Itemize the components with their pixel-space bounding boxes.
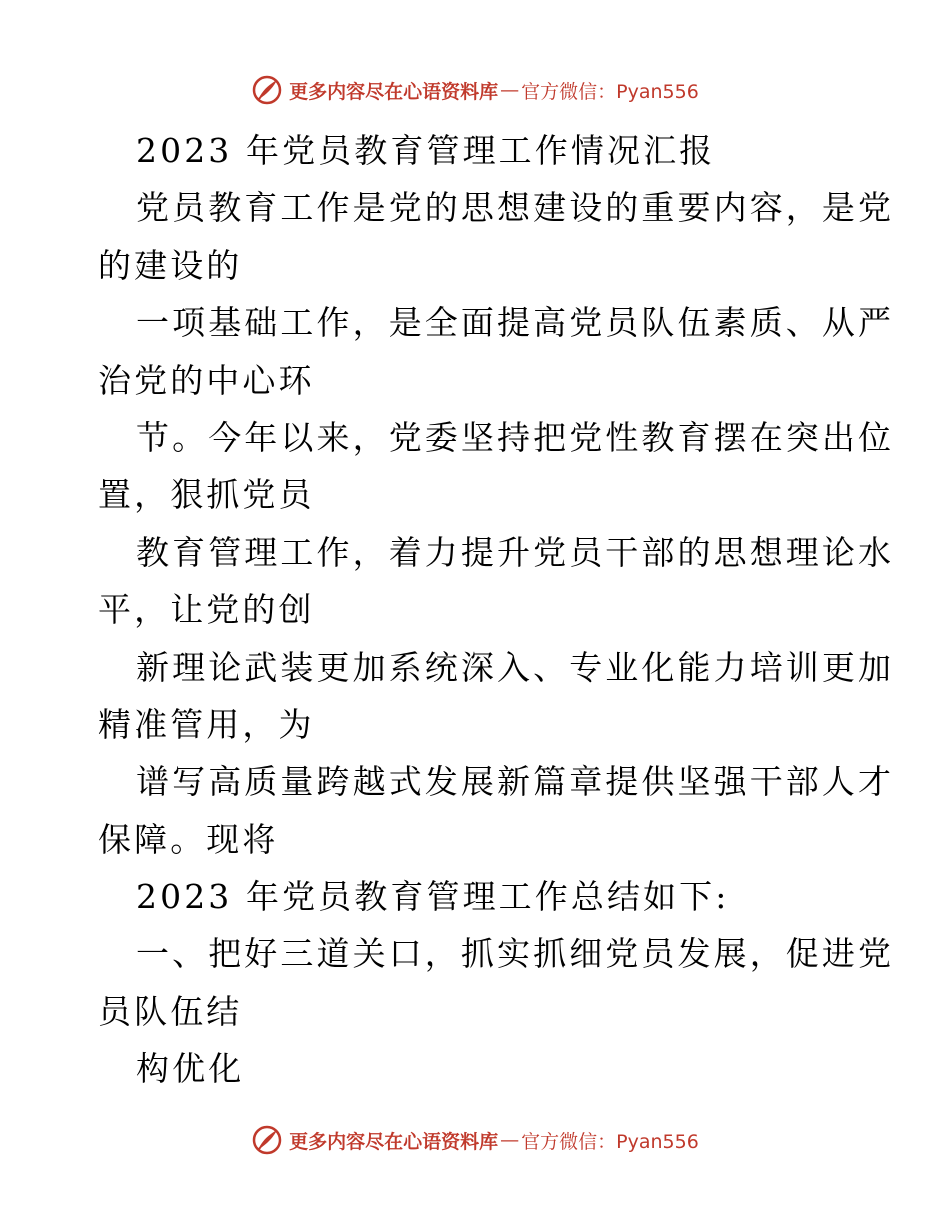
quill-logo-icon: [251, 74, 283, 106]
body-line: 一、把好三道关口，抓实抓细党员发展，促进党: [136, 934, 895, 974]
body-line: 精准管用，为: [98, 704, 315, 744]
body-line: 员队伍结: [98, 991, 243, 1031]
body-line: 2023 年党员教育管理工作总结如下:: [136, 877, 730, 917]
body-line: 谱写高质量跨越式发展新篇章提供坚强干部人才: [136, 762, 895, 802]
body-line: 教育管理工作，着力提升党员干部的思想理论水: [136, 532, 895, 572]
watermark-dash: —: [500, 1129, 520, 1151]
body-line: 党员教育工作是党的思想建设的重要内容，是党: [136, 188, 895, 228]
quill-logo-icon: [251, 1124, 283, 1156]
body-line: 保障。现将: [98, 819, 279, 859]
watermark-suffix: 官方微信：Pyan556: [521, 80, 699, 103]
watermark-banner-bottom: [0, 1120, 950, 1160]
body-line: 的建设的: [98, 245, 243, 285]
body-line: 一项基础工作，是全面提高党员队伍素质、从严: [136, 303, 895, 343]
body-line: 构优化: [136, 1049, 245, 1089]
watermark-text: 更多内容尽在心语资料库: [289, 80, 499, 103]
body-line: 节。今年以来，党委坚持把党性教育摆在突出位: [136, 417, 895, 457]
watermark-dash: —: [500, 79, 520, 101]
body-line: 2023 年党员教育管理工作情况汇报: [136, 131, 716, 170]
body-line: 平，让党的创: [98, 590, 315, 630]
watermark-text: 更多内容尽在心语资料库: [289, 1130, 499, 1153]
body-line: 新理论武装更加系统深入、专业化能力培训更加: [136, 647, 895, 687]
body-line: 治党的中心环: [98, 360, 315, 400]
document-body: [98, 122, 895, 1098]
body-line: 置，狠抓党员: [98, 475, 315, 515]
watermark-suffix: 官方微信：Pyan556: [521, 1130, 699, 1153]
watermark-banner-top: [0, 70, 950, 110]
